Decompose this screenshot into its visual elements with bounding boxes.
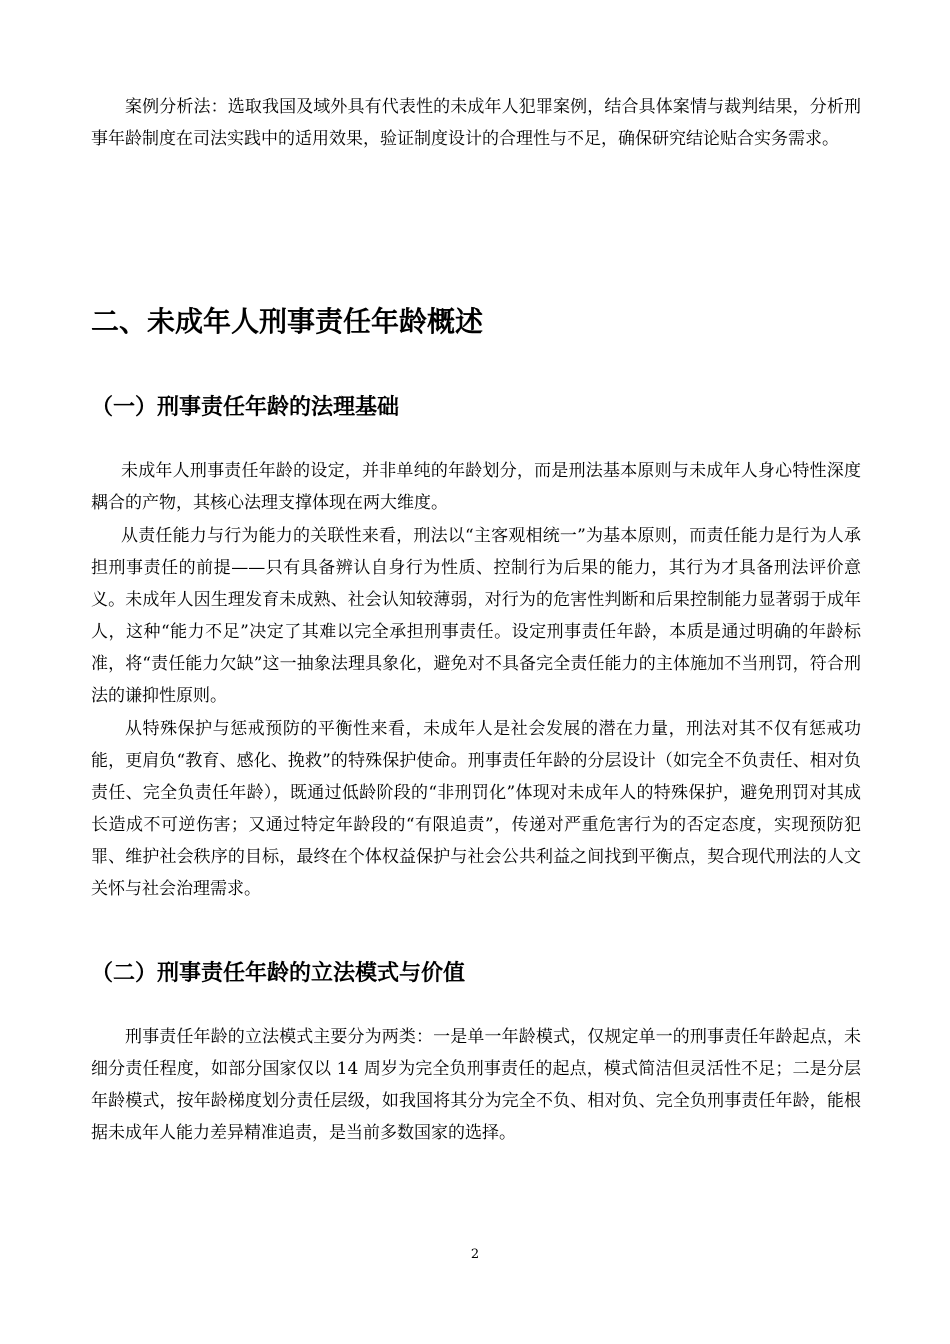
paragraph-responsibility-capacity: 从责任能力与行为能力的关联性来看，刑法以“主客观相统一”为基本原则，而责任能力是行为人承担刑事责任的前提——只有具备辨认自身行为性质、控制行为后果的能力，其行为才具备刑法评价意义。未成年人因生理发育未成熟、社会认知较薄弱，对行为的危害性判断和后果控制能力显著弱于成年人，这种“能力不足”决定了其难以完全承担刑事责任。设定刑事责任年龄，本质是通过明确的年龄标准，将“责任能力欠缺”这一抽象法理具象化，避免对不具备完全责任能力的主体施加不当刑罚，符合刑法的谦抑性原则。 — [91, 526, 861, 706]
paragraph-case-analysis: 案例分析法：选取我国及域外具有代表性的未成年人犯罪案例，结合具体案情与裁判结果，分析刑事年龄制度在司法实践中的适用效果，验证制度设计的合理性与不足，确保研究结论贴合实务需求。 — [91, 97, 861, 149]
section-heading: 二、未成年人刑事责任年龄概述 — [91, 305, 484, 338]
subsection-heading-2: （二）刑事责任年龄的立法模式与价值 — [91, 961, 466, 986]
subsection-heading-1: （一）刑事责任年龄的法理基础 — [91, 395, 400, 420]
page-number: 2 — [470, 1247, 480, 1262]
paragraph-protection-balance: 从特殊保护与惩戒预防的平衡性来看，未成年人是社会发展的潜在力量，刑法对其不仅有惩戒功能，更肩负“教育、感化、挽救”的特殊保护使命。刑事责任年龄的分层设计（如完全不负责任、相对负责任、完全负责任年龄），既通过低龄阶段的“非刑罚化”体现对未成年人的特殊保护，避免刑罚对其成长造成不可逆伤害；又通过特定年龄段的“有限追责”，传递对严重危害行为的否定态度，实现预防犯罪、维护社会秩序的目标，最终在个体权益保护与社会公共利益之间找到平衡点，契合现代刑法的人文关怀与社会治理需求。 — [91, 719, 861, 899]
paragraph-legal-basis-intro: 未成年人刑事责任年龄的设定，并非单纯的年龄划分，而是刑法基本原则与未成年人身心特性深度耦合的产物，其核心法理支撑体现在两大维度。 — [91, 461, 861, 513]
paragraph-legislative-models: 刑事责任年龄的立法模式主要分为两类：一是单一年龄模式，仅规定单一的刑事责任年龄起点，未细分责任程度，如部分国家仅以 14 周岁为完全负刑事责任的起点，模式简洁但灵活性不足；二是分层年龄模式，按年龄梯度划分责任层级，如我国将其分为完全不负、相对负、完全负刑事责任年龄，能根据未成年人能力差异精准追责，是当前多数国家的选择。 — [91, 1027, 861, 1143]
